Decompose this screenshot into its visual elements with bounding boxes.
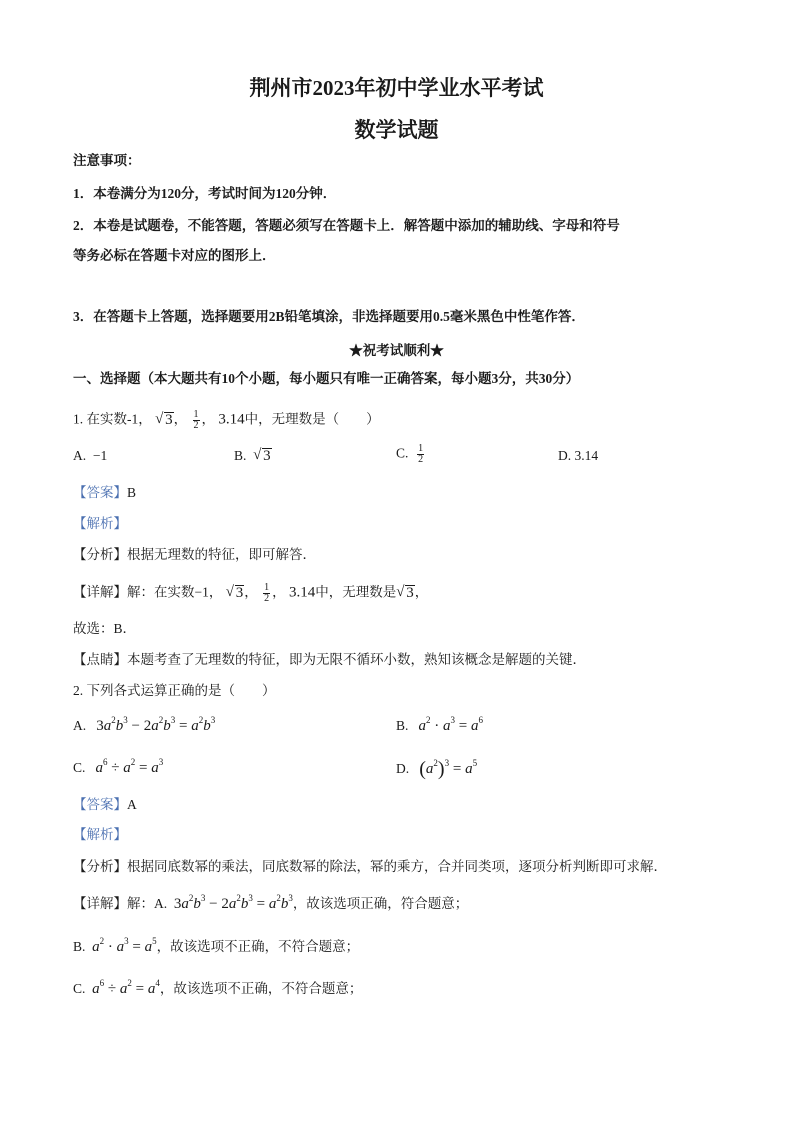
- question-2-option-c: C. $a^6 \div a^2 = a^3$: [73, 757, 164, 776]
- sqrt-3: √ 3: [155, 411, 174, 429]
- question-number: 2.: [73, 683, 84, 698]
- notice-item-2: 2．本卷是试题卷，不能答题，答题必须写在答题卡上．解答题中添加的辅助线、字母和符号: [73, 218, 620, 233]
- exam-title: 荆州市2023年初中学业水平考试: [249, 76, 544, 100]
- question-2-analysis-label: 【解析】: [73, 827, 127, 842]
- notice-item-1: 1．本卷满分为120分，考试时间为120分钟．: [73, 186, 337, 201]
- question-1-option-d: D. 3.14: [558, 448, 599, 463]
- question-2-fenxi: 【分析】根据同底数幂的乘法，同底数幂的除法，幂的乘方，合并同类项，逐项分析判断即可求解．: [73, 859, 667, 874]
- answer-value: B: [127, 485, 137, 500]
- question-2-detail-c: C. $a^6 \div a^2 = a^4$，故该选项不正确，不符合题意；: [73, 978, 363, 997]
- question-1-detail: 【详解】解：在实数−1， √ 3， $\frac{1}{2}$ ， 3.14中，无理数是 √ 3，: [73, 583, 428, 604]
- blessing: ★祝考试顺利★: [349, 343, 444, 358]
- question-2-detail-a: 【详解】解：A. $3a^2b^3 - 2a^2b^3 = a^2b^3$，故该选项正确，符合题意；: [73, 893, 469, 912]
- question-number: 1.: [73, 411, 84, 427]
- answer-value: A: [127, 797, 137, 812]
- answer-label: 【答案】: [73, 485, 127, 500]
- section-heading-choice: 一、选择题（本大题共有10个小题，每小题只有唯一正确答案，每小题3分，共30分）: [73, 371, 580, 386]
- question-2-detail-b: B. $a^2 \cdot a^3 = a^5$，故该选项不正确，不符合题意；: [73, 936, 360, 955]
- fraction-one-half: $\frac{1}{2}$: [193, 409, 199, 431]
- notice-item-3: 3．在答题卡上答题，选择题要用2B铅笔填涂，非选择题要用0.5毫米黑色中性笔作答．: [73, 309, 585, 324]
- notice-heading: 注意事项：: [73, 153, 141, 168]
- question-2-stem: 2. 下列各式运算正确的是（ ）: [73, 683, 276, 698]
- notice-item-2-cont: 等务必标在答题卡对应的图形上．: [73, 248, 276, 263]
- question-2-option-d: D. $(a^2)^3 = a^5$: [396, 758, 478, 780]
- question-1-option-b: B. √ 3: [234, 448, 272, 465]
- question-1-analysis-label: 【解析】: [73, 516, 127, 531]
- exam-subtitle: 数学试题: [354, 118, 439, 142]
- question-1-dianjing: 【点睛】本题考查了无理数的特征，即为无限不循环小数，熟知该概念是解题的关键．: [73, 652, 586, 667]
- question-1-stem: 1. 在实数-1， √ 3， $\frac{1}{2}$ ， 3.14中，无理数是（ ）: [73, 410, 380, 431]
- question-2-option-a: A. $3a^2b^3 - 2a^2b^3 = a^2b^3$: [73, 715, 216, 734]
- question-1-conclusion: 故选：B．: [73, 621, 137, 636]
- question-1-answer: [73, 484, 136, 502]
- question-2-answer: [73, 796, 137, 814]
- question-1-option-a: A. −1: [73, 448, 108, 463]
- question-1-option-c: C. $\frac{1}{2}$: [396, 443, 424, 465]
- answer-label: 【答案】: [73, 797, 127, 812]
- question-2-option-b: B. $a^2 \cdot a^3 = a^6$: [396, 715, 483, 734]
- question-1-fenxi: 【分析】根据无理数的特征，即可解答．: [73, 547, 316, 562]
